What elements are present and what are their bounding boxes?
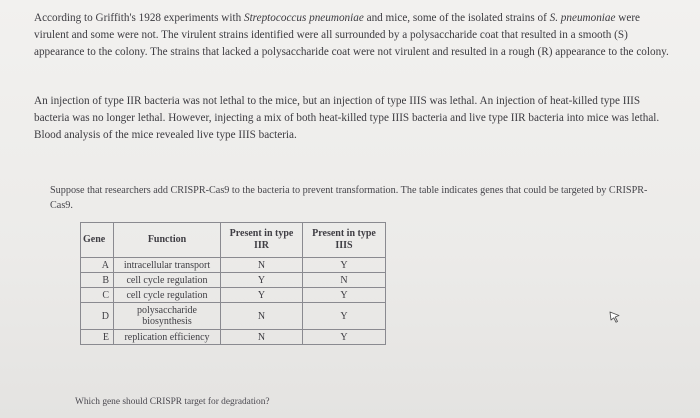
species-short-name: S. pneumoniae: [549, 12, 616, 24]
present-iiis: Y: [303, 303, 386, 330]
present-iiis: Y: [303, 258, 386, 273]
p1-text-1: According to Griffith's 1928 experiments with: [34, 12, 244, 24]
gene-id: B: [81, 273, 114, 288]
table-row: [81, 288, 386, 303]
table-row: [81, 303, 386, 330]
gene-function: replication efficiency: [114, 330, 221, 345]
gene-id: A: [81, 258, 114, 273]
table-row: [81, 258, 386, 273]
gene-id: C: [81, 288, 114, 303]
question-text: Which gene should CRISPR target for degradation?: [75, 397, 270, 407]
mouse-pointer-icon: [609, 311, 621, 323]
p1-text-2: and mice, some of the isolated strains of: [363, 12, 550, 24]
species-name: Streptococcus pneumoniae: [243, 12, 364, 24]
header-function: Function: [114, 223, 221, 258]
passage-paragraph-2: An injection of type IIR bacteria was not lethal to the mice, but an injection of type IIIS was lethal. An injection of heat-killed type IIIS bacteria was no longer lethal. However, injecting a mix of both heat-killed type IIIS bacteria and live type IIR bacteria into mice was lethal. Blood analysis of the mice revealed live type IIIS bacteria.: [34, 95, 660, 141]
gene-function: intracellular transport: [114, 258, 221, 273]
present-iiis: Y: [303, 330, 386, 345]
gene-id: E: [81, 330, 114, 345]
table-row: [81, 330, 386, 345]
header-present-iiis: Present in type IIIS: [303, 223, 386, 258]
gene-id: D: [81, 303, 114, 330]
present-iir: N: [221, 258, 303, 273]
table-intro: Suppose that researchers add CRISPR-Cas9 to the bacteria to prevent transformation. The table indicates genes that could be targeted by CRISPR-Cas9.: [50, 185, 648, 211]
gene-function: polysaccharide biosynthesis: [114, 303, 221, 330]
passage-paragraph-1: [34, 10, 674, 61]
present-iir: Y: [221, 273, 303, 288]
present-iir: Y: [221, 288, 303, 303]
gene-table: [80, 222, 386, 345]
present-iir: N: [221, 330, 303, 345]
gene-function: cell cycle regulation: [114, 273, 221, 288]
present-iir: N: [221, 303, 303, 330]
present-iiis: Y: [303, 288, 386, 303]
p1-text-3: were virulent and some were not. The virulent strains identified were all surrounded by a polysaccharide coat that resulted in a smooth (S) appearance to the colony. The strains that lacked a polysaccharide coat were not virulent and resulted in a rough (R) appearance to the colony.: [34, 12, 669, 58]
table-row: [81, 273, 386, 288]
header-gene: Gene: [81, 223, 114, 258]
table-header-row: [81, 223, 386, 258]
present-iiis: N: [303, 273, 386, 288]
gene-function: cell cycle regulation: [114, 288, 221, 303]
header-present-iir: Present in type IIR: [221, 223, 303, 258]
